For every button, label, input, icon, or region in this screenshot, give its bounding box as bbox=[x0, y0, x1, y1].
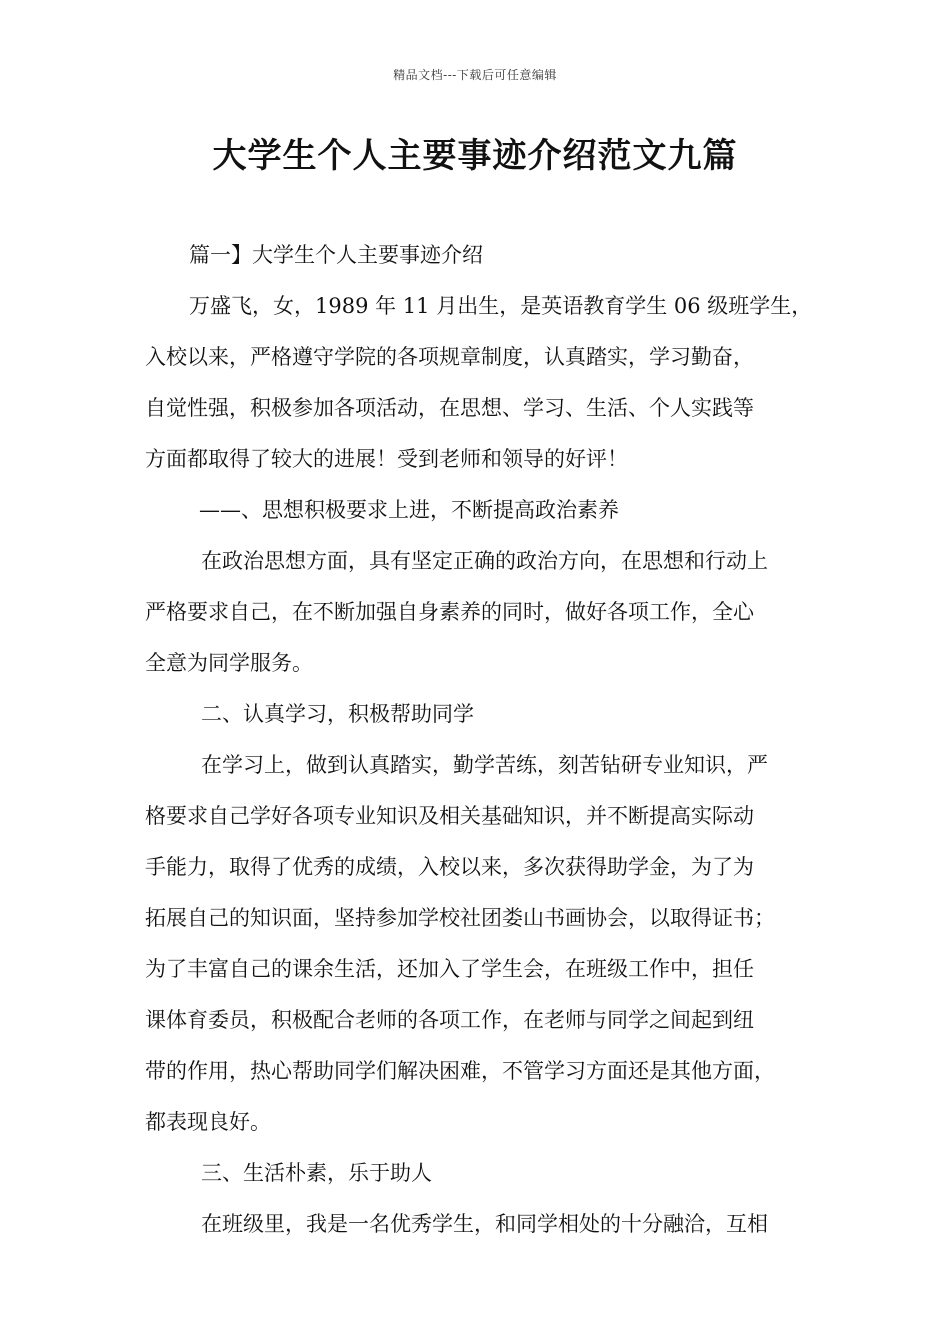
subsection-heading: 二、认真学习，积极帮助同学 bbox=[201, 702, 474, 726]
page-title: 大学生个人主要事迹介绍范文九篇 bbox=[212, 136, 738, 176]
paragraph-line: 万盛飞，女，1989 年 11 月出生，是英语教育学生 06 级班学生， bbox=[189, 294, 813, 318]
paragraph-line: 拓展自己的知识面，坚持参加学校社团娄山书画协会，以取得证书； bbox=[145, 906, 775, 930]
paragraph-line: 方面都取得了较大的进展！受到老师和领导的好评！ bbox=[145, 447, 628, 471]
paragraph-line: 全意为同学服务。 bbox=[145, 651, 313, 675]
paragraph-line: 自觉性强，积极参加各项活动，在思想、学习、生活、个人实践等 bbox=[145, 396, 754, 420]
paragraph-line: 为了丰富自己的课余生活，还加入了学生会，在班级工作中，担任 bbox=[145, 957, 754, 981]
paragraph-line: 入校以来，严格遵守学院的各项规章制度，认真踏实，学习勤奋， bbox=[145, 345, 754, 369]
header-note: 精品文档---下载后可任意编辑 bbox=[393, 68, 557, 82]
paragraph-line: 带的作用，热心帮助同学们解决困难，不管学习方面还是其他方面， bbox=[145, 1059, 775, 1083]
paragraph-line: 手能力，取得了优秀的成绩，入校以来，多次获得助学金，为了为 bbox=[145, 855, 754, 879]
paragraph-line: 在班级里，我是一名优秀学生，和同学相处的十分融洽，互相 bbox=[201, 1212, 768, 1236]
paragraph-line: 在政治思想方面，具有坚定正确的政治方向，在思想和行动上 bbox=[201, 549, 768, 573]
paragraph-line: 课体育委员，积极配合老师的各项工作，在老师与同学之间起到纽 bbox=[145, 1008, 754, 1032]
paragraph-line: 都表现良好。 bbox=[145, 1110, 271, 1134]
paragraph-line: 在学习上，做到认真踏实，勤学苦练，刻苦钻研专业知识，严 bbox=[201, 753, 768, 777]
document-body bbox=[145, 230, 825, 1250]
paragraph-line: 严格要求自己，在不断加强自身素养的同时，做好各项工作，全心 bbox=[145, 600, 754, 624]
subsection-heading: ——、思想积极要求上进，不断提高政治素养 bbox=[199, 498, 619, 522]
section-heading-1: 篇一】大学生个人主要事迹介绍 bbox=[189, 243, 483, 267]
subsection-heading: 三、生活朴素，乐于助人 bbox=[201, 1161, 432, 1185]
paragraph-line: 格要求自己学好各项专业知识及相关基础知识，并不断提高实际动 bbox=[145, 804, 754, 828]
